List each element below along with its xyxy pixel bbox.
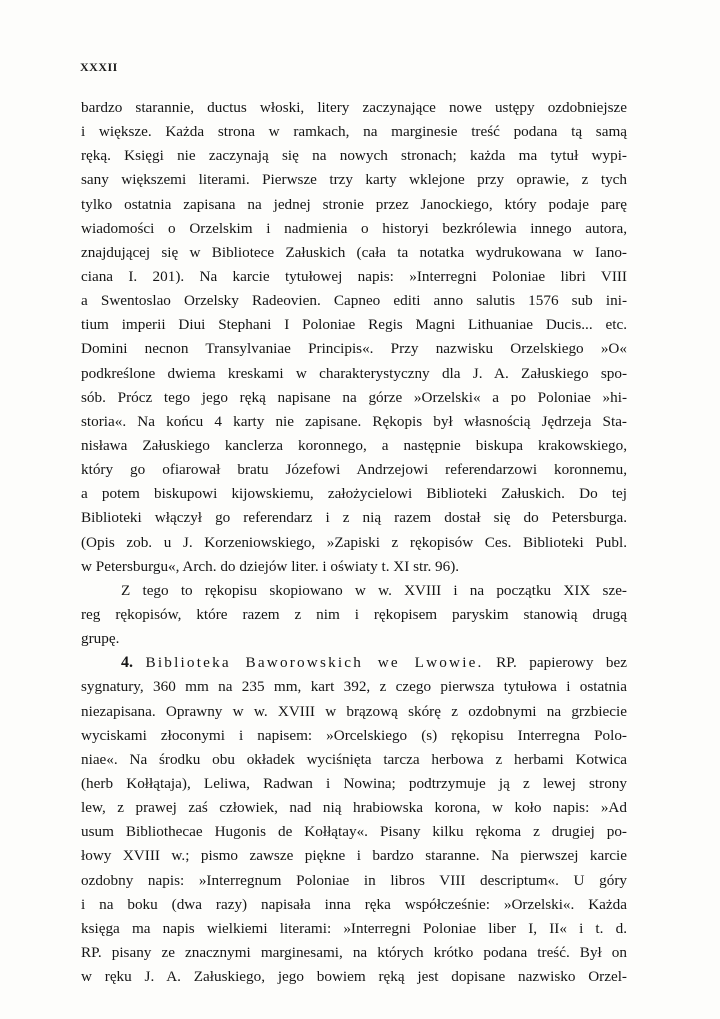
text-line: grupę. [81, 630, 120, 648]
text-line: podkreślone dwiema kreskami w charakterystyczny dla J. A. Załuskiego spo- [81, 364, 627, 382]
text-line: sygnatury, 360 mm na 235 mm, kart 392, z czego pierwsza tytułowa i ostatnia [81, 678, 627, 696]
paragraph-1 [81, 96, 627, 579]
text-line: usum Bibliothecae Hugonis de Kołłątay«. Pisany kilku rękoma z drugiej po- [81, 823, 627, 841]
text-line: bardzo starannie, ductus włoski, litery zaczynające nowe ustępy ozdobniejsze [81, 99, 627, 116]
text-line: wiadomości o Orzelskim i nadmienia o historyi bezkrólewia innego autora, [81, 219, 627, 237]
text-line: ręką. Księgi nie zaczynają się na nowych stronach; każda ma tytuł wypi- [81, 147, 627, 165]
text-line: a potem biskupowi kijowskiemu, założycielowi Biblioteki Załuskich. Do tej [81, 485, 627, 503]
text-line: niae«. Na środku obu okładek wyciśnięta tarcza herbowa z herbami Kotwica [81, 750, 627, 768]
text-line: w ręku J. A. Załuskiego, jego bowiem ręką jest dopisane nazwisko Orzel- [81, 968, 627, 986]
text-line: łowy XVIII w.; pismo zawsze piękne i bardzo staranne. Na pierwszej karcie [81, 847, 627, 865]
text-line: sób. Prócz tego jego ręką napisane na górze »Orzelski« a po Poloniae »hi- [81, 388, 627, 406]
text-line: nisława Załuskiego kanclerza koronnego, a następnie biskupa krakowskiego, [81, 436, 627, 454]
section-4 [81, 651, 627, 989]
text-line: wyciskami złoconymi i napisem: »Orcelskiego (s) rękopisu Interregna Polo- [81, 726, 627, 744]
text-line: lew, z prawej zaś człowiek, nad nią hrabiowska korona, w koło napis: »Ad [81, 799, 627, 817]
text-line: ciana I. 201). Na karcie tytułowej napis: »Interregni Poloniae libri VIII [81, 267, 627, 285]
text-line: Biblioteki włączył go referendarz i z nią razem dostał się do Petersburga. [81, 509, 627, 527]
text-line: księga ma napis wielkiemi literami: »Interregni Poloniae liber I, II« i t. d. [81, 919, 627, 937]
section-heading-line [81, 651, 627, 675]
section-heading-rest: RP. papierowy bez [496, 654, 628, 672]
text-line: i większe. Każda strona w ramkach, na marginesie treść podana tą samą [81, 123, 627, 141]
text-line: a Swentoslao Orzelsky Radeovien. Capneo editi anno salutis 1576 sub ini- [81, 292, 627, 310]
text-line: (herb Kołłątaja), Leliwa, Radwan i Nowina; podtrzymuje ją z lewej strony [81, 774, 627, 792]
body-text [81, 96, 627, 989]
text-line: tium imperii Diui Stephani I Poloniae Regis Magni Lithuaniae Ducis... etc. [81, 316, 627, 334]
text-line: reg rękopisów, które razem z nim i rękopisem paryskim stanowią drugą [81, 605, 627, 623]
text-line: w Petersburgu«, Arch. do dziejów liter. i oświaty t. XI str. 96). [81, 557, 460, 575]
paragraph-2 [81, 579, 627, 651]
text-line: znajdującej się w Bibliotece Załuskich (cała ta notatka wydrukowana w Iano- [81, 243, 627, 261]
page-number: XXXII [80, 60, 118, 74]
section-number: 4. [121, 654, 133, 672]
text-line: storia«. Na końcu 4 karty nie zapisane. Rękopis był własnością Jędrzeja Sta- [81, 412, 627, 430]
section-heading: Biblioteka Baworowskich we Lwowie. [145, 654, 484, 672]
text-line: niezapisana. Oprawny w w. XVIII w brązową skórę z ozdobnymi na grzbiecie [81, 702, 627, 720]
text-line: sany większemi literami. Pierwsze trzy karty wklejone przy oprawie, z tych [81, 171, 627, 189]
text-line: tylko ostatnia zapisana na jednej stronie przez Janockiego, który podaje parę [81, 195, 627, 213]
text-line: Domini necnon Transylvaniae Principis«. Przy nazwisku Orzelskiego »O« [81, 340, 627, 358]
text-line: i na boku (dwa razy) napisała inna ręka współcześnie: »Orzelski«. Każda [81, 895, 627, 913]
text-line: RP. pisany ze znacznymi marginesami, na których krótko podana treść. Był on [81, 943, 627, 961]
text-line: który go ofiarował bratu Józefowi Andrzejowi referendarzowi koronnemu, [81, 461, 627, 479]
text-line: ozdobny napis: »Interregnum Poloniae in libros VIII descriptum«. U góry [81, 871, 627, 889]
text-line: (Opis zob. u J. Korzeniowskiego, »Zapiski z rękopisów Ces. Biblioteki Publ. [81, 533, 627, 551]
text-line: Z tego to rękopisu skopiowano w w. XVIII i na początku XIX sze- [121, 581, 627, 599]
